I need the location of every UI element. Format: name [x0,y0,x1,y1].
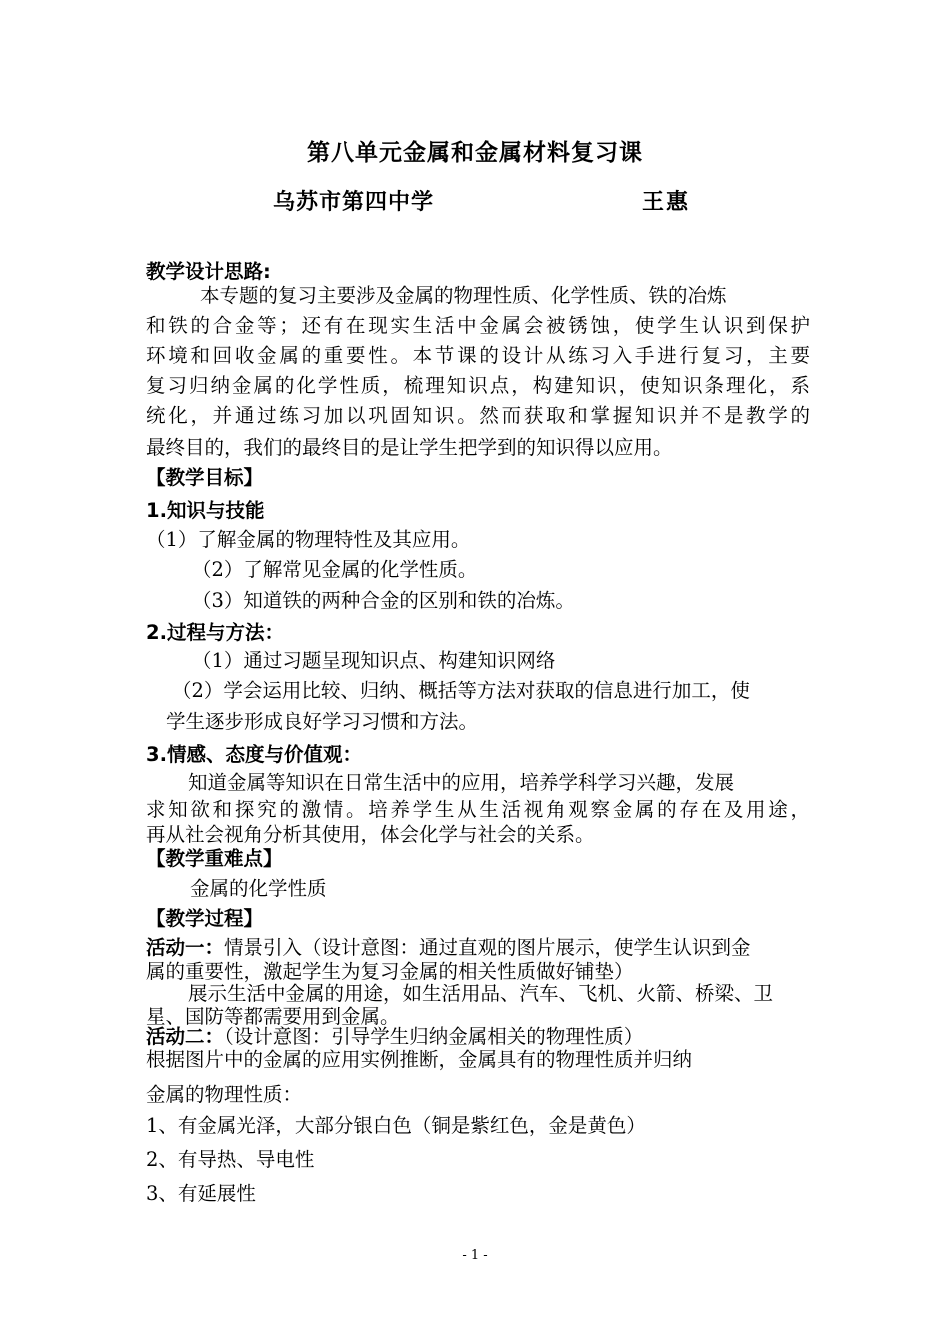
knowledge-item: （2）了解常见金属的化学性质。 [192,558,478,581]
page-number: - 1 - [462,1248,488,1263]
knowledge-item: （3）知道铁的两种合金的区别和铁的冶炼。 [192,589,575,612]
design-heading: 教学设计思路: [146,260,271,283]
design-paragraph-line: 和铁的合金等；还有在现实生活中金属会被锈蚀，使学生认识到保护 [146,314,810,337]
author-name: 王惠 [642,190,691,215]
school-name: 乌苏市第四中学 [273,190,435,215]
physical-item: 2、有导热、导电性 [146,1148,315,1171]
activity1-label: 活动一： [146,936,225,959]
process-item-continued: 学生逐步形成良好学习习惯和方法。 [166,710,479,733]
design-paragraph-line: 环境和回收金属的重要性。本节课的设计从练习入手进行复习，主要 [146,344,810,367]
objectives-heading: 【教学目标】 [146,466,264,489]
activity2-line: 根据图片中的金属的应用实例推断，金属具有的物理性质并归纳 [146,1048,693,1071]
emotion-paragraph-line: 知道金属等知识在日常生活中的应用，培养学科学习兴趣，发展 [188,771,735,794]
emotion-heading: 3.情感、态度与价值观： [146,743,362,766]
physical-item: 1、有金属光泽，大部分银白色（铜是紫红色，金是黄色） [146,1114,646,1137]
activity1-line: 星、国防等都需要用到金属。 [146,1005,400,1028]
process-item: （2）学会运用比较、归纳、概括等方法对获取的信息进行加工，使 [172,679,750,702]
design-paragraph-line: 本专题的复习主要涉及金属的物理性质、化学性质、铁的冶炼 [200,284,727,307]
activity2-text: （设计意图：引导学生归纳金属相关的物理性质） [224,1025,644,1048]
emotion-paragraph-line: 再从社会视角分析其使用，体会化学与社会的关系。 [146,823,595,846]
physical-heading: 金属的物理性质： [146,1083,303,1106]
design-paragraph-line: 复习归纳金属的化学性质，梳理知识点，构建知识，使知识条理化，系 [146,374,810,397]
physical-item: 3、有延展性 [146,1182,256,1205]
activity1-line: 属的重要性，激起学生为复习金属的相关性质做好铺垫） [146,960,634,983]
key-points-heading: 【教学重难点】 [146,847,283,870]
process-heading: 2.过程与方法： [146,621,284,644]
knowledge-item: （1）了解金属的物理特性及其应用。 [146,528,471,551]
activity1-text: 情景引入（设计意图：通过直观的图片展示，使学生认识到金 [224,936,751,959]
teaching-process-heading: 【教学过程】 [146,907,264,930]
activity2-label: 活动二： [146,1025,225,1048]
key-points-text: 金属的化学性质 [190,877,327,900]
activity1-line: 展示生活中金属的用途，如生活用品、汽车、飞机、火箭、桥梁、卫 [188,982,774,1005]
process-item: （1）通过习题呈现知识点、构建知识网络 [192,649,556,672]
knowledge-heading: 1.知识与技能 [146,499,265,522]
design-paragraph-line: 统化，并通过练习加以巩固知识。然而获取和掌握知识并不是教学的 [146,404,810,427]
document-title: 第八单元金属和金属材料复习课 [307,140,643,166]
design-paragraph-line: 最终目的，我们的最终目的是让学生把学到的知识得以应用。 [146,436,673,459]
emotion-paragraph-line: 求知欲和探究的激情。培养学生从生活视角观察金属的存在及用途， [146,798,810,821]
